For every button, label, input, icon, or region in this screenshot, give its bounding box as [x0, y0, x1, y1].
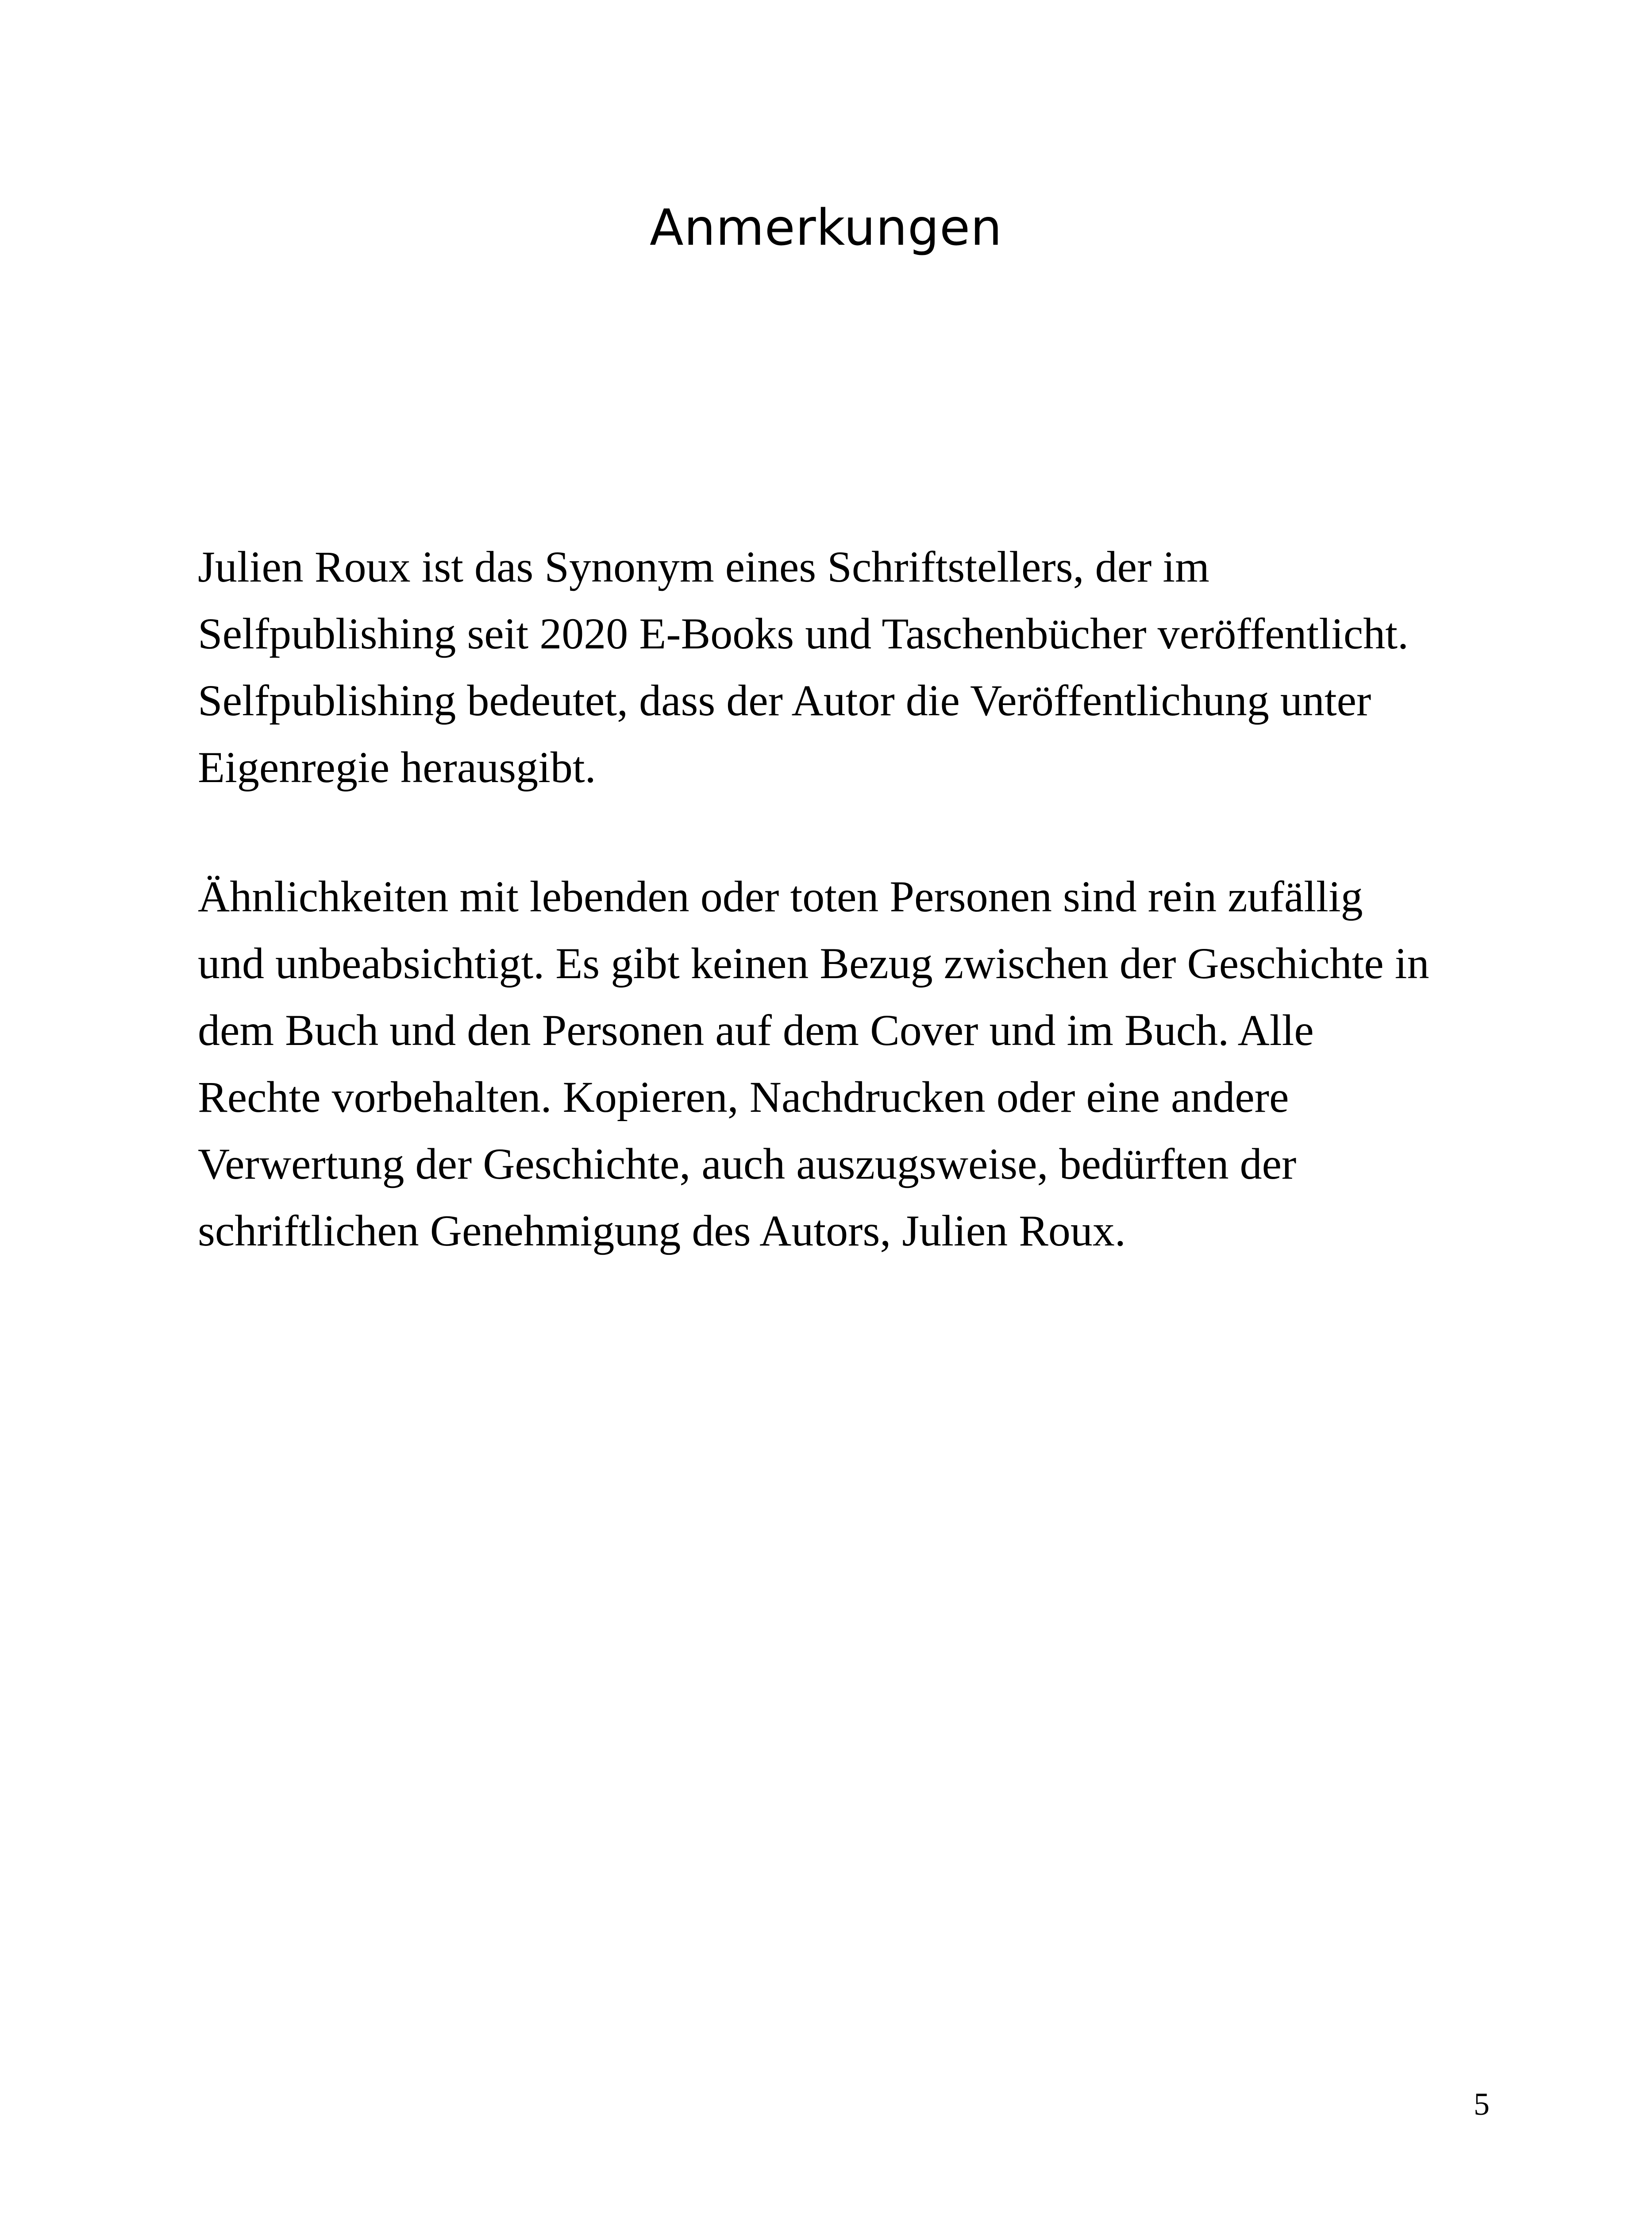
paragraph-line: dem Buch und den Personen auf dem Cover und im Buch. Alle: [198, 1006, 1314, 1055]
paragraph-line: Selfpublishing bedeutet, dass der Autor die Veröffentlichung unter: [198, 676, 1371, 725]
paragraph-line: Verwertung der Geschichte, auch auszugsweise, bedürften der: [198, 1139, 1297, 1188]
paragraph-disclaimer: [198, 863, 1534, 1264]
paragraph-line: Eigenregie herausgibt.: [198, 743, 596, 792]
paragraph-line: Selfpublishing seit 2020 E-Books und Taschenbücher veröffentlicht.: [198, 609, 1409, 658]
paragraph-line: Ähnlichkeiten mit lebenden oder toten Personen sind rein zufällig: [198, 872, 1363, 921]
paragraph-line: schriftlichen Genehmigung des Autors, Julien Roux.: [198, 1206, 1126, 1255]
paragraph-author-note: [198, 533, 1534, 801]
page-title: Anmerkungen: [649, 199, 1003, 257]
page-number: 5: [1474, 2086, 1490, 2122]
paragraph-line: Julien Roux ist das Synonym eines Schriftstellers, der im: [198, 542, 1209, 591]
paragraph-line: und unbeabsichtigt. Es gibt keinen Bezug zwischen der Geschichte in: [198, 939, 1429, 988]
paragraph-line: Rechte vorbehalten. Kopieren, Nachdrucken oder eine andere: [198, 1072, 1289, 1122]
